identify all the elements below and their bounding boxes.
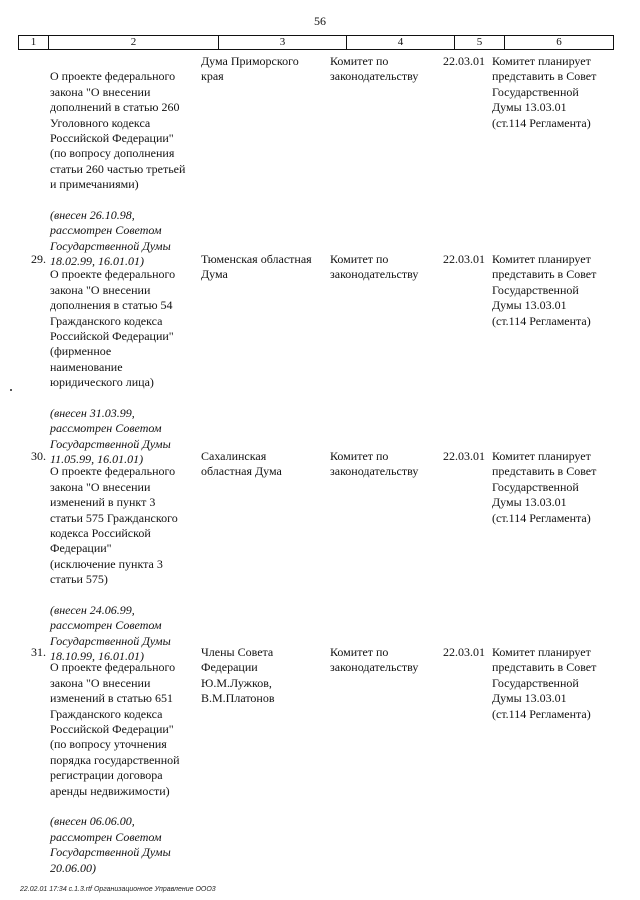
column-header-5: 5 — [455, 36, 505, 49]
review-date: 22.03.01 — [443, 645, 485, 659]
review-date: 22.03.01 — [443, 449, 485, 463]
bill-title: О проекте федерального закона "О внесении изменений в статью 651 Гражданского кодекса Российской Федерации" (по вопросу уточнения порядка государственной регистрации договора аренды недвижимости) — [50, 660, 180, 798]
bill-initiator: Сахалинская областная Дума — [201, 449, 282, 479]
row-number: 30. — [31, 449, 46, 463]
scan-speck — [10, 389, 12, 391]
bill-title-block — [50, 54, 200, 285]
page-number: 56 — [314, 14, 326, 28]
bill-initiator: Дума Приморского края — [201, 54, 299, 84]
bill-details: (внесен 24.06.99, рассмотрен Советом Государственной Думы 18.10.99, 16.01.01) — [50, 603, 171, 664]
bill-title: О проекте федерального закона "О внесении дополнений в статью 260 Уголовного кодекса Российской Федерации" (по вопросу дополнения статьи 260 частью третьей и примечаниями) — [50, 69, 186, 192]
responsible-committee: Комитет по законодательству — [330, 252, 419, 282]
committee-note: Комитет планирует представить в Совет Государственной Думы 13.03.01 (ст.114 Регламента) — [492, 645, 597, 721]
table-header-row — [18, 35, 614, 50]
bill-details: (внесен 31.03.99, рассмотрен Советом Государственной Думы 11.05.99, 16.01.01) — [50, 406, 171, 467]
bill-initiator: Члены Совета Федерации Ю.М.Лужков, В.М.Платонов — [201, 645, 275, 706]
column-header-1: 1 — [19, 36, 49, 49]
bill-details: (внесен 06.06.00, рассмотрен Советом Государственной Думы 20.06.00) — [50, 814, 171, 875]
committee-note: Комитет планирует представить в Совет Государственной Думы 13.03.01 (ст.114 Регламента) — [492, 449, 597, 525]
row-number: 31. — [31, 645, 46, 659]
bill-initiator: Тюменская областная Дума — [201, 252, 312, 282]
row-number: 29. — [31, 252, 46, 266]
bill-title: О проекте федерального закона "О внесении дополнения в статью 54 Гражданского кодекса Российской Федерации" (фирменное наименование юридического лица) — [50, 267, 176, 390]
review-date: 22.03.01 — [443, 54, 485, 68]
column-header-3: 3 — [219, 36, 347, 49]
responsible-committee: Комитет по законодательству — [330, 54, 419, 84]
bill-title: О проекте федерального закона "О внесении изменений в пункт 3 статьи 575 Гражданского кодекса Российской Федерации" (исключение пункта 3 статьи 575) — [50, 464, 178, 587]
committee-note: Комитет планирует представить в Совет Государственной Думы 13.03.01 (ст.114 Регламента) — [492, 252, 597, 328]
responsible-committee: Комитет по законодательству — [330, 645, 419, 675]
column-header-4: 4 — [347, 36, 455, 49]
column-header-2: 2 — [49, 36, 219, 49]
bill-details: (внесен 26.10.98, рассмотрен Советом Государственной Думы 18.02.99, 16.01.01) — [50, 208, 171, 269]
page-footer: 22.02.01 17:34 с.1.3.rtf Организационное Управление ООО3 — [20, 886, 216, 893]
bill-title-block — [50, 645, 200, 892]
review-date: 22.03.01 — [443, 252, 485, 266]
committee-note: Комитет планирует представить в Совет Государственной Думы 13.03.01 (ст.114 Регламента) — [492, 54, 597, 130]
column-header-6: 6 — [556, 36, 562, 48]
responsible-committee: Комитет по законодательству — [330, 449, 419, 479]
